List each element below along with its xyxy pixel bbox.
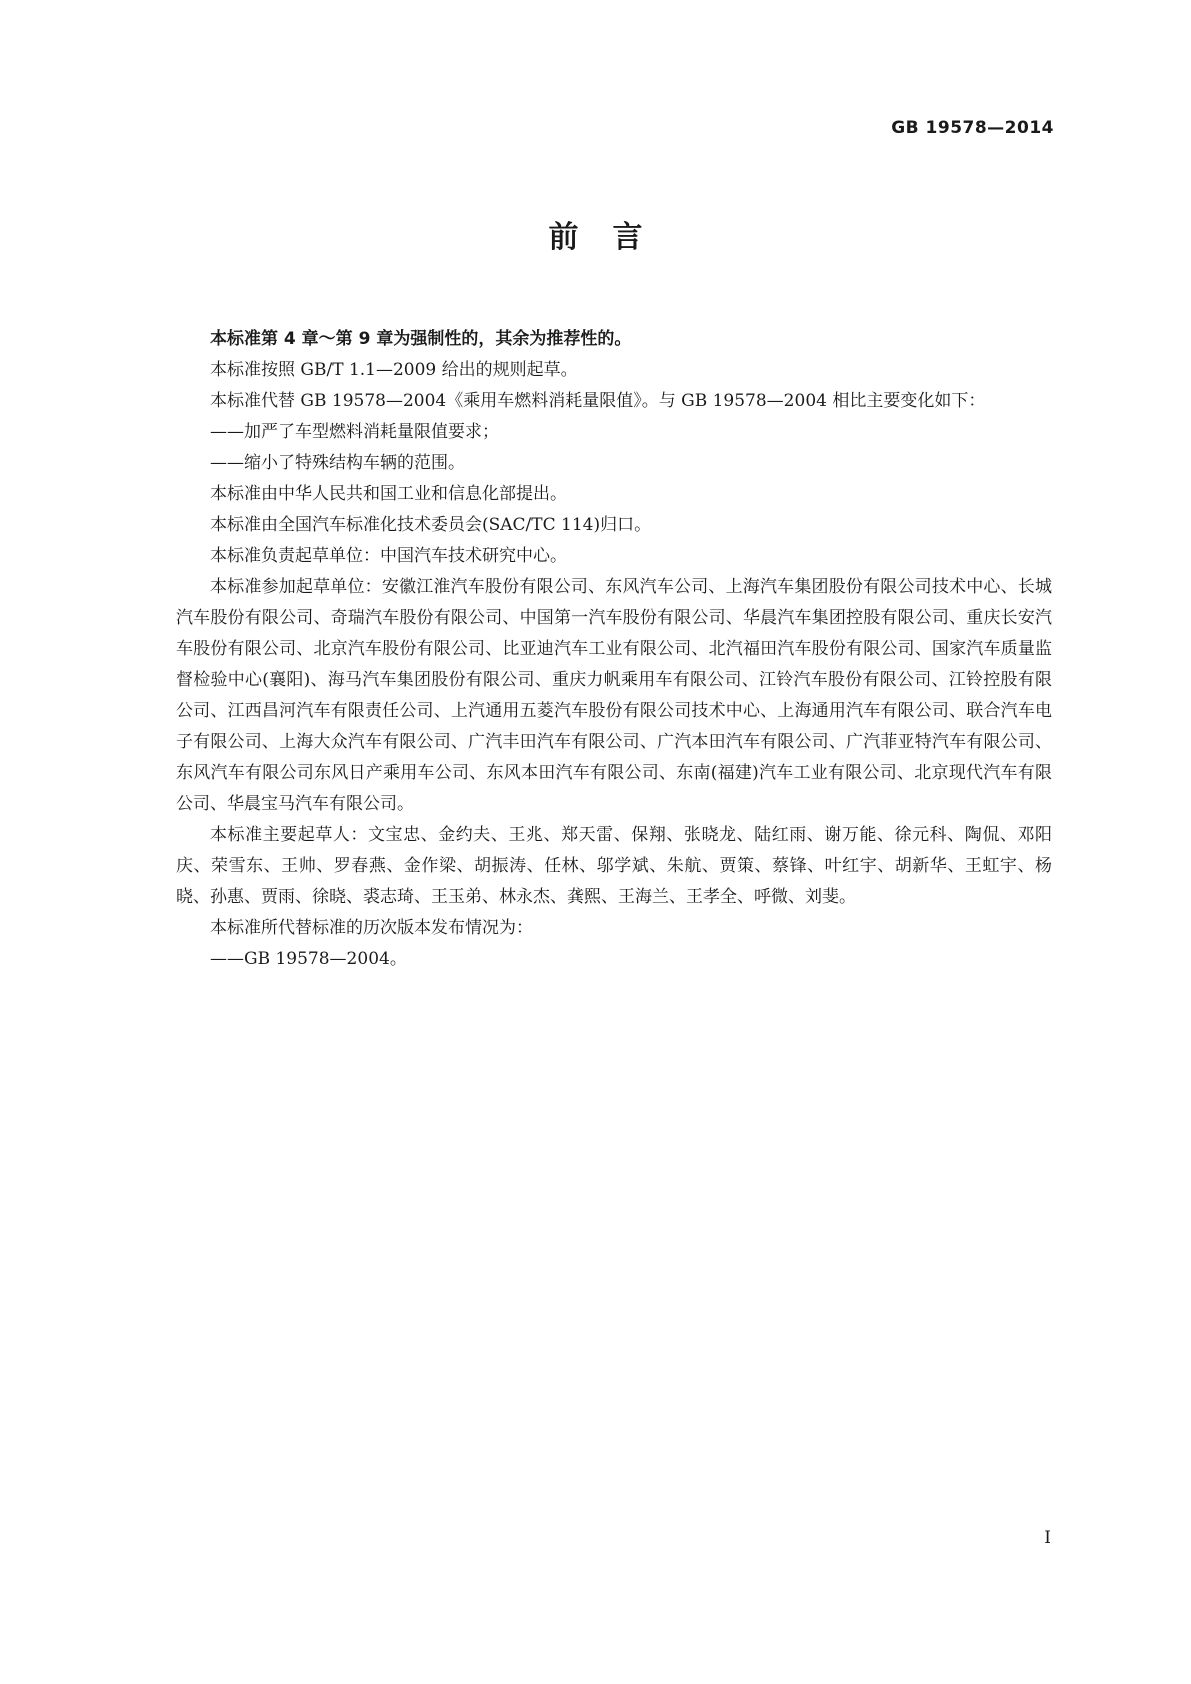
- committee-paragraph: 本标准由全国汽车标准化技术委员会(SAC/TC 114)归口。: [210, 515, 652, 535]
- history-item-1: ——GB 19578—2004。: [210, 949, 407, 969]
- mandatory-clause-paragraph: 本标准第 4 章～第 9 章为强制性的，其余为推荐性的。: [210, 329, 632, 349]
- page-title: 前言: [548, 220, 677, 255]
- lead-drafter-paragraph: 本标准负责起草单位：中国汽车技术研究中心。: [210, 546, 567, 566]
- change-item-2: ——缩小了特殊结构车辆的范围。: [210, 453, 465, 473]
- page-number: I: [1044, 1528, 1051, 1548]
- standard-number: GB 19578—2014: [891, 118, 1054, 138]
- participating-units-paragraph: 本标准参加起草单位：安徽江淮汽车股份有限公司、东风汽车公司、上海汽车集团股份有限公司技术中心、长城汽车股份有限公司、奇瑞汽车股份有限公司、中国第一汽车股份有限公司、华晨汽车集团控股有限公司、重庆长安汽车股份有限公司、北京汽车股份有限公司、比亚迪汽车工业有限公司、北汽福田汽车股份有限公司、国家汽车质量监督检验中心(襄阳)、海马汽车集团股份有限公司、重庆力帆乘用车有限公司、江铃汽车股份有限公司、江铃控股有限公司、江西昌河汽车有限责任公司、上汽通用五菱汽车股份有限公司技术中心、上海通用汽车有限公司、联合汽车电子有限公司、上海大众汽车有限公司、广汽丰田汽车有限公司、广汽本田汽车有限公司、广汽菲亚特汽车有限公司、东风汽车有限公司东风日产乘用车公司、东风本田汽车有限公司、东南(福建)汽车工业有限公司、北京现代汽车有限公司、华晨宝马汽车有限公司。: [176, 577, 1052, 814]
- change-item-1: ——加严了车型燃料消耗量限值要求；: [210, 422, 499, 442]
- replacement-paragraph: 本标准代替 GB 19578—2004《乘用车燃料消耗量限值》。与 GB 19578—2004 相比主要变化如下：: [210, 391, 986, 411]
- foreword-body: [176, 324, 1052, 975]
- main-drafters-paragraph: 本标准主要起草人：文宝忠、金约夫、王兆、郑天雷、保翔、张晓龙、陆红雨、谢万能、徐元科、陶侃、邓阳庆、荣雪东、王帅、罗春燕、金作梁、胡振涛、任林、邬学斌、朱航、贾策、蔡锋、叶红宇、胡新华、王虹宇、杨晓、孙惠、贾雨、徐晓、裘志琦、王玉弟、林永杰、龚熙、王海兰、王孝全、呼微、刘斐。: [176, 825, 1052, 907]
- history-intro-paragraph: 本标准所代替标准的历次版本发布情况为：: [210, 918, 533, 938]
- proposer-paragraph: 本标准由中华人民共和国工业和信息化部提出。: [210, 484, 567, 504]
- drafting-rules-paragraph: 本标准按照 GB/T 1.1—2009 给出的规则起草。: [210, 360, 578, 380]
